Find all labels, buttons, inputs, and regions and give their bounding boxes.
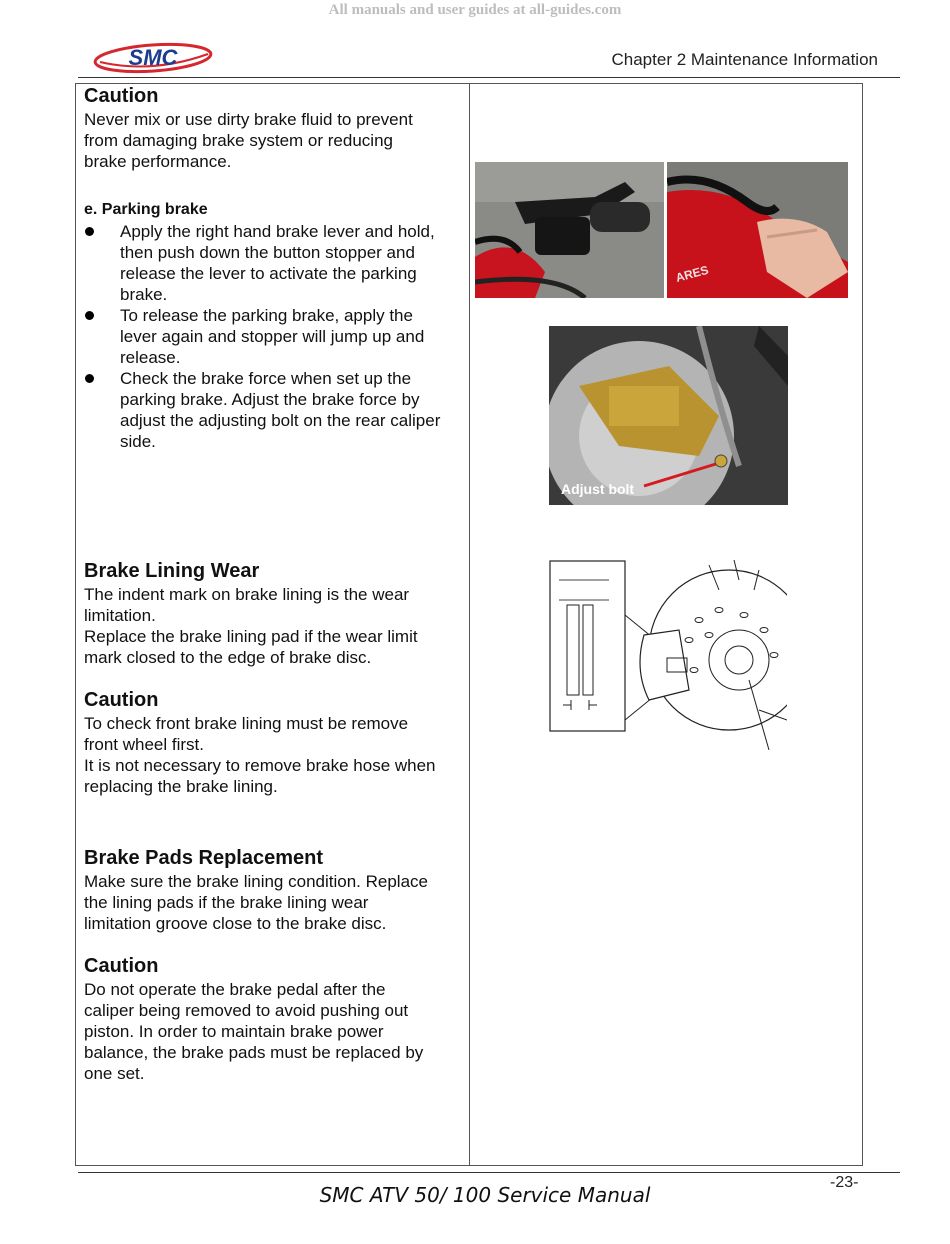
caution-text-line: one set. — [84, 1064, 145, 1083]
lining-text-line: mark closed to the edge of brake disc. — [84, 648, 372, 667]
caution-text-line: Do not operate the brake pedal after the — [84, 980, 386, 999]
pads-text-line: the lining pads if the brake lining wear — [84, 893, 369, 912]
list-line: Apply the right hand brake lever and hold, — [120, 222, 435, 241]
rear-caliper-photo — [549, 326, 788, 505]
brake-lining-diagram — [549, 560, 787, 750]
chapter-title: Chapter 2 Maintenance Information — [611, 50, 878, 69]
lining-text-line: Replace the brake lining pad if the wear limit — [84, 627, 418, 646]
caution-heading: Caution — [84, 689, 159, 711]
svg-text:ARES: ARES — [674, 262, 710, 285]
parking-brake-heading: e. Parking brake — [84, 201, 208, 218]
parking-brake-list — [84, 221, 468, 452]
list-line: then push down the button stopper and — [120, 243, 415, 262]
list-line: lever again and stopper will jump up and — [120, 327, 425, 346]
bullet-icon — [85, 227, 94, 236]
caution-text-line: caliper being removed to avoid pushing out — [84, 1001, 409, 1020]
pads-text-line: Make sure the brake lining condition. Replace — [84, 872, 428, 891]
caution-text-line: Never mix or use dirty brake fluid to prevent — [84, 110, 413, 129]
watermark: All manuals and user guides at all-guides.com — [328, 2, 622, 18]
column-divider — [469, 83, 470, 1166]
caution-text-line: front wheel first. — [84, 735, 204, 754]
pads-text-line: limitation groove close to the brake disc. — [84, 914, 387, 933]
smc-logo — [92, 40, 214, 76]
caution-text-line: piston. In order to maintain brake power — [84, 1022, 384, 1041]
lining-text-line: limitation. — [84, 606, 156, 625]
caution-text-line: To check front brake lining must be remove — [84, 714, 409, 733]
caution-text-line: brake performance. — [84, 152, 232, 171]
adjust-bolt-label: Adjust bolt — [561, 481, 635, 497]
list-line: adjust the adjusting bolt on the rear caliper — [120, 411, 441, 430]
parking-brake-photo — [667, 162, 848, 298]
caution-heading: Caution — [84, 85, 159, 107]
caution-text-line: replacing the brake lining. — [84, 777, 278, 796]
list-line: Check the brake force when set up the — [120, 369, 412, 388]
footer-rule — [78, 1172, 900, 1173]
svg-text:SMC: SMC — [128, 45, 178, 70]
caution-heading: Caution — [84, 955, 159, 977]
list-line: side. — [120, 432, 156, 451]
lining-text-line: The indent mark on brake lining is the wear — [84, 585, 410, 604]
caution-text-line: balance, the brake pads must be replaced by — [84, 1043, 424, 1062]
lining-wear-heading: Brake Lining Wear — [84, 560, 260, 582]
list-line: To release the parking brake, apply the — [120, 306, 413, 325]
bullet-icon — [85, 311, 94, 320]
header-rule — [78, 77, 900, 78]
list-item — [84, 221, 468, 305]
caution-text-line: It is not necessary to remove brake hose when — [84, 756, 436, 775]
bullet-icon — [85, 374, 94, 383]
manual-title: SMC ATV 50/ 100 Service Manual — [319, 1183, 651, 1207]
brake-lever-photo — [475, 162, 664, 298]
text-column — [84, 84, 468, 1084]
list-line: release the lever to activate the parking — [120, 264, 417, 283]
list-item — [84, 368, 468, 452]
caution-text-line: from damaging brake system or reducing — [84, 131, 393, 150]
brake-pads-heading: Brake Pads Replacement — [84, 847, 324, 869]
list-line: release. — [120, 348, 181, 367]
page-number: -23- — [830, 1174, 859, 1191]
list-line: parking brake. Adjust the brake force by — [120, 390, 420, 409]
list-line: brake. — [120, 285, 168, 304]
list-item — [84, 305, 468, 368]
